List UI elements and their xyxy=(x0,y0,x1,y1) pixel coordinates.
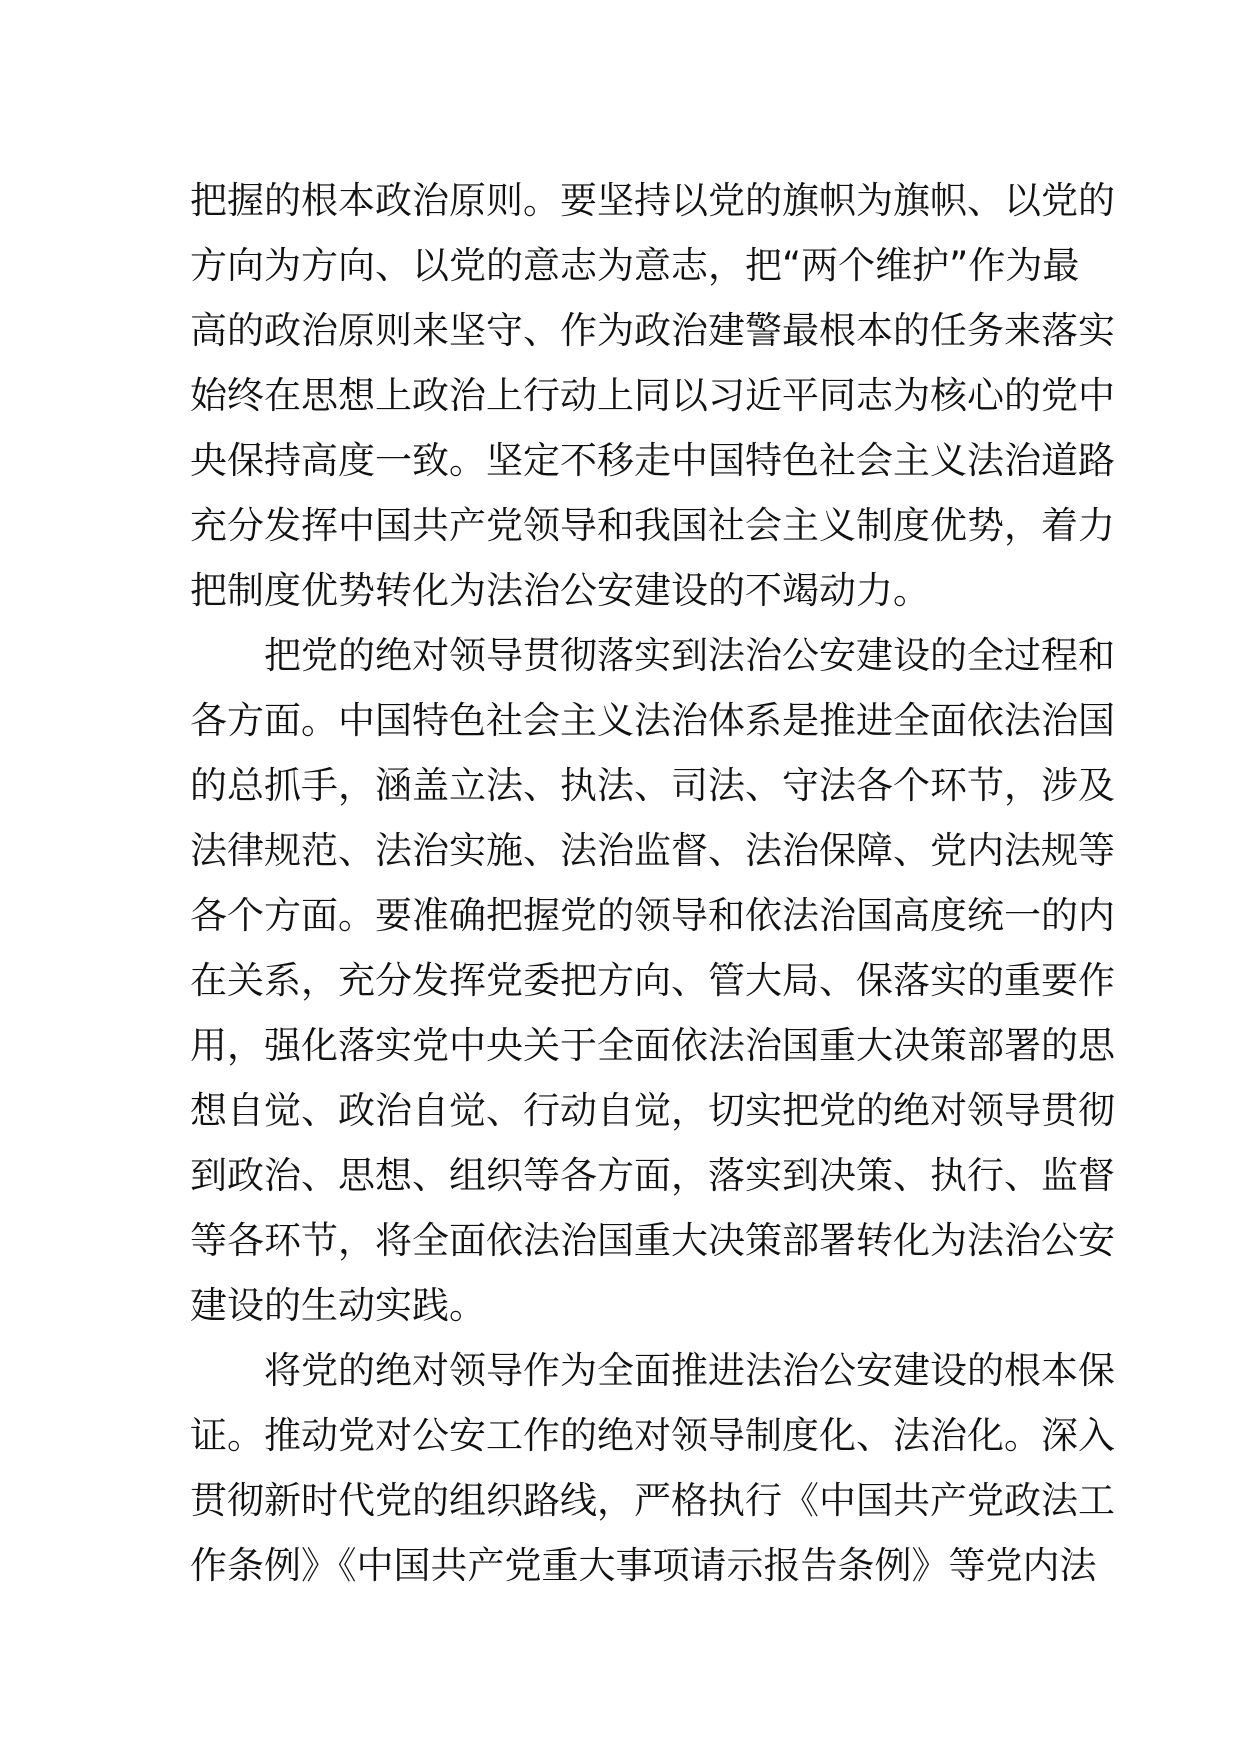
text-line: 建设的生动实践。 xyxy=(190,1284,486,1327)
text-line: 高的政治原则来坚守、作为政治建警最根本的任务来落实 xyxy=(190,309,1115,352)
text-line: 央保持高度一致。坚定不移走中国特色社会主义法治道路 xyxy=(190,439,1115,482)
text-line: 把制度优势转化为法治公安建设的不竭动力。 xyxy=(190,569,930,612)
text-line: 各方面。中国特色社会主义法治体系是推进全面依法治国 xyxy=(190,699,1115,742)
text-line: 想自觉、政治自觉、行动自觉，切实把党的绝对领导贯彻 xyxy=(190,1089,1115,1132)
text-line: 到政治、思想、组织等各方面，落实到决策、执行、监督 xyxy=(190,1154,1115,1197)
text-line: 用，强化落实党中央关于全面依法治国重大决策部署的思 xyxy=(190,1024,1115,1067)
text-line: 充分发挥中国共产党领导和我国社会主义制度优势，着力 xyxy=(190,504,1115,547)
text-line: 作条例》《中国共产党重大事项请示报告条例》等党内法 xyxy=(190,1544,1097,1587)
text-line: 法律规范、法治实施、法治监督、法治保障、党内法规等 xyxy=(190,829,1115,872)
text-line: 把握的根本政治原则。要坚持以党的旗帜为旗帜、以党的 xyxy=(190,179,1115,222)
text-line: 方向为方向、以党的意志为意志，把“两个维护”作为最 xyxy=(190,244,1080,287)
text-line: 在关系，充分发挥党委把方向、管大局、保落实的重要作 xyxy=(190,959,1115,1002)
text-line: 等各环节，将全面依法治国重大决策部署转化为法治公安 xyxy=(190,1219,1115,1262)
text-line: 始终在思想上政治上行动上同以习近平同志为核心的党中 xyxy=(190,374,1115,417)
paragraph-first-line: 将党的绝对领导作为全面推进法治公安建设的根本保 xyxy=(264,1349,1115,1392)
paragraph-first-line: 把党的绝对领导贯彻落实到法治公安建设的全过程和 xyxy=(264,634,1115,677)
text-line: 贯彻新时代党的组织路线，严格执行《中国共产党政法工 xyxy=(190,1479,1115,1522)
text-line: 证。推动党对公安工作的绝对领导制度化、法治化。深入 xyxy=(190,1414,1115,1457)
text-line: 的总抓手，涵盖立法、执法、司法、守法各个环节，涉及 xyxy=(190,764,1115,807)
body-text xyxy=(190,168,1115,1598)
text-line: 各个方面。要准确把握党的领导和依法治国高度统一的内 xyxy=(190,894,1115,937)
